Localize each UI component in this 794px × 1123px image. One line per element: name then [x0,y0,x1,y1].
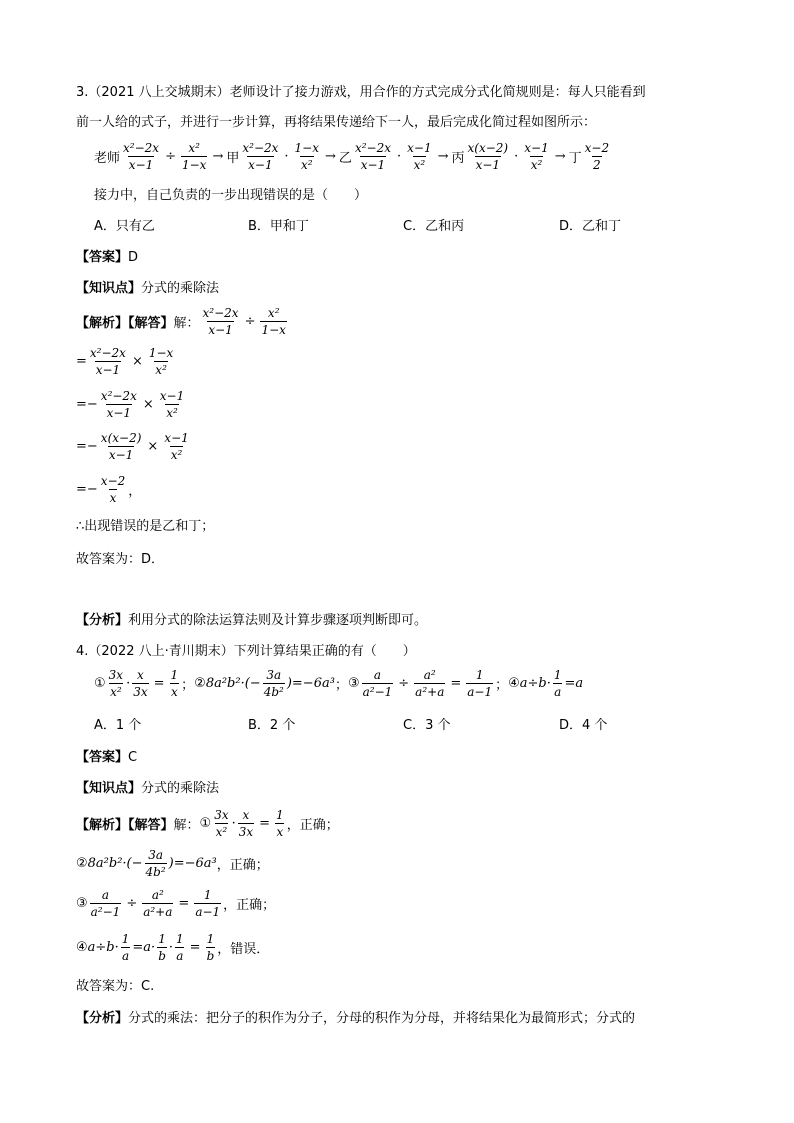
q3-step1: = $\frac{\text{x²−2x}}{x-1}$ × $\frac{1-x}{\text{x²}}$ [76,346,174,377]
fraction: $\frac{\text{x²−2x}}{x-1}$ [89,346,126,377]
arrow-icon: → [554,149,566,164]
relay-bing: 丙 [451,151,465,166]
q3-analysis-line: 【解析】【解答】 解： $\frac{\text{x²−2x}}{x-1}$ ÷ $\frac{\text{x²}}{1-x}$ [76,306,286,337]
relay-yi: 乙 [338,151,352,166]
q3-final: 故答案为：D． [76,552,165,567]
q4-option-b: B．2 个 [248,718,296,733]
q3-conclusion: ∴出现错误的是乙和丁； [76,519,215,534]
q3-ask: 接力中，自己负责的一步出现错误的是（ ） [94,188,368,203]
fraction: $\frac{x}{3x}$ [238,808,254,839]
fraction: $\frac{\text{x²−2x}}{x-1}$ [100,389,137,420]
q4-stem: 4.（2022 八上·青川期末）下列计算结果正确的有（ ） [76,644,416,659]
q4-option-a: A．1 个 [94,718,142,733]
fraction: $\frac{x-1}{\text{x²}}$ [524,141,549,172]
q4-option-d: D．4 个 [559,718,608,733]
q4-analysis-4: ④ a÷b· $\frac{1}{a}$ =a· $\frac{1}{b}$ · $\frac{1}{a}$ = $\frac{1}{b}$ ，错误． [76,932,270,963]
fraction: $\frac{a}{\text{a²−1}}$ [362,668,393,699]
fraction: $\frac{1}{a-1}$ [467,668,493,699]
answer-value: D [128,250,139,265]
fraction: $\frac{3x}{\text{x²}}$ [108,668,124,699]
fraction: $\frac{1}{a-1}$ [195,888,221,919]
fraction: $\frac{x}{3x}$ [133,668,148,699]
q3-step2: =− $\frac{\text{x²−2x}}{x-1}$ × $\frac{x-1}{\text{x²}}$ [76,389,185,420]
q4-analysis-3: ③ $\frac{a}{\text{a²−1}}$ ÷ $\frac{\text{a²}}{\text{a²+a}}$ = $\frac{1}{a-1}$ ，正确； [76,888,276,919]
fraction: $\frac{1}{a}$ [176,932,184,963]
answer-label: 【答案】 [76,250,129,265]
fraction: $\frac{1}{b}$ [206,932,215,963]
q3-knowledge: 【知识点】分式的乘除法 [76,281,220,296]
fraction: $\frac{1}{a}$ [121,932,130,963]
fraction: $\frac{x(x-2)}{x-1}$ [467,141,509,172]
relay-jia: 甲 [226,151,240,166]
fraction: $\frac{\text{a²}}{\text{a²+a}}$ [143,888,173,919]
q4-option-c: C．3 个 [403,718,451,733]
fraction: $\frac{\text{x²}}{1-x}$ [261,306,286,337]
fraction: $\frac{3a}{\text{4b²}}$ [263,668,284,699]
fraction: $\frac{x-2}{x}$ [100,474,126,505]
q4-expressions: ① $\frac{3x}{\text{x²}}$ · $\frac{x}{3x}$ = $\frac{1}{x}$ ； ② 8a²b²·(− $\frac{3a}{\text{4b²}}$ )=−6a³ ； ③ $\frac{a}{\text{a²−1}}$ ÷ $\frac{\text{a²}}{\text{a²+a}}$ = $\frac{1}{a-1}$ ； ④ a÷b· $\frac{1}{a}$ =a [94,668,584,699]
fraction: $\frac{1-x}{\text{x²}}$ [294,141,320,172]
q3-option-d: D．乙和丁 [559,219,622,234]
fraction: $\frac{1}{x}$ [170,668,179,699]
relay-teacher: 老师 [94,151,121,166]
fraction: $\frac{x-1}{\text{x²}}$ [407,141,432,172]
relay-ding: 丁 [568,151,582,166]
q3-answer [76,249,138,267]
arrow-icon: → [437,149,449,164]
fraction: $\frac{x-2}{2}$ [584,141,610,172]
q3-relay-chain: 老师 $\frac{\text{x²−2x}}{x-1}$ ÷ $\frac{\text{x²}}{1-x}$ → 甲 $\frac{\text{x²−2x}}{x-1}$ · $\frac{1-x}{\text{x²}}$ → 乙 $\frac{\text{x²−2x}}{x-1}$ · $\frac{x-1}{\text{x²}}$ → 丙 $\frac{x(x-2)}{x-1}$ · $\frac{x-1}{\text{x²}}$ → 丁 $\frac{x-2}{2}$ [94,141,610,172]
q3-option-a: A．只有乙 [94,219,155,234]
arrow-icon: → [325,149,336,164]
fraction: $\frac{x(x-2)}{x-1}$ [100,431,142,462]
q4-final: 故答案为：C. [76,979,155,994]
fraction: $\frac{x-1}{\text{x²}}$ [159,389,185,420]
fraction: $\frac{1}{x}$ [276,808,284,839]
fraction: $\frac{\text{x²−2x}}{x-1}$ [354,141,391,172]
fraction: $\frac{1}{b}$ [158,932,166,963]
q3-stem-line1: 3.（2021 八上交城期末）老师设计了接力游戏，用合作的方式完成分式化简规则是：每人只能看到 [76,85,646,100]
q4-analysis-1: 【解析】【解答】 解： ① $\frac{3x}{\text{x²}}$ · $\frac{x}{3x}$ = $\frac{1}{x}$ ，正确； [76,808,339,839]
q3-stem-line2: 前一人给的式子，并进行一步计算，再将结果传递给下一人，最后完成化简过程如图所示： [76,115,597,130]
fraction: $\frac{a}{\text{a²−1}}$ [90,888,121,919]
q3-fenxi: 【分析】利用分式的除法运算法则及计算步骤逐项判断即可。 [76,613,428,628]
q4-knowledge: 【知识点】分式的乘除法 [76,781,220,796]
fraction: $\frac{\text{a²}}{\text{a²+a}}$ [415,668,445,699]
fraction: $\frac{\text{x²−2x}}{x-1}$ [242,141,279,172]
q3-step4: =− $\frac{x-2}{x}$ ， [76,474,142,505]
fraction: $\frac{\text{x²}}{1-x}$ [181,141,207,172]
fraction: $\frac{3a}{\text{4b²}}$ [145,848,166,879]
arrow-icon: → [212,149,224,164]
fraction: $\frac{3x}{\text{x²}}$ [214,808,229,839]
q3-option-c: C．乙和丙 [403,219,465,234]
q4-answer: 【答案】C [76,750,138,765]
q4-fenxi: 【分析】分式的乘法：把分子的积作为分子，分母的积作为分母，并将结果化为最简形式；分式的 [76,1011,636,1026]
fraction: $\frac{\text{x²−2x}}{x-1}$ [123,141,160,172]
answer-value: C [128,750,138,765]
q3-step3: =− $\frac{x(x-2)}{x-1}$ × $\frac{x-1}{\text{x²}}$ [76,431,189,462]
fraction: $\frac{x-1}{\text{x²}}$ [164,431,189,462]
q3-option-b: B．甲和丁 [248,219,309,234]
q4-analysis-2: ② 8a²b²·(− $\frac{3a}{\text{4b²}}$ )=−6a³ ，正确； [76,848,269,879]
fraction: $\frac{1-x}{\text{x²}}$ [148,346,174,377]
fraction: $\frac{\text{x²−2x}}{x-1}$ [202,306,239,337]
fraction: $\frac{1}{a}$ [553,668,562,699]
